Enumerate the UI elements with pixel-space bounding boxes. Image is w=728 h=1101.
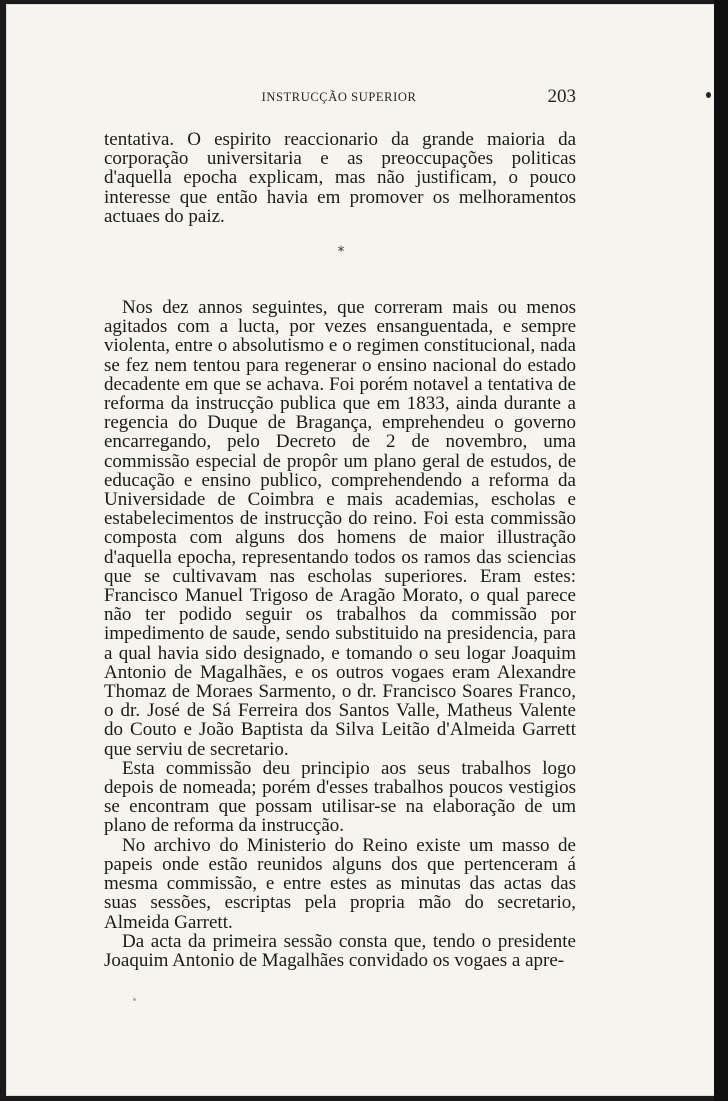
text-block-main (104, 298, 576, 970)
book-page (6, 4, 720, 1096)
text-block-top (104, 130, 576, 226)
paragraph: No archivo do Ministerio do Reino existe um masso de papeis onde estão reunidos alguns dos que pertenceram á mesma commissão, e entre estes as minutas das actas das suas sessões, escriptas pela propria mão do secretario, Almeida Garrett. (104, 834, 576, 933)
paragraph: Esta commissão deu principio aos seus trabalhos logo depois de nomeada; porém d'esses trabalhos poucos vestigios se encontram que possam utilisar-se na elaboração de um plano de reforma da instrucção. (104, 757, 576, 837)
scan-edge (714, 0, 728, 1101)
running-title: INSTRUCÇÃO SUPERIOR (261, 90, 417, 104)
page-number: 203 (547, 86, 576, 107)
paragraph: tentativa. O espirito reaccionario da grande maioria da corporação universitaria e as preoccupações politicas d'aquella epocha explicam, mas não justificam, o pouco interesse que então havia em promover os melhoramentos actuaes do paiz. (104, 129, 576, 227)
paragraph: Nos dez annos seguintes, que correram mais ou menos agitados com a lucta, por vezes ensanguentada, e sempre violenta, entre o absolutismo e o regimen constitucional, nada se fez nem tentou para regenerar o ensino nacional do estado decadente em que se achava. Foi porém notavel a tentativa de reforma da instrucção publica que em 1833, ainda durante a regencia do Duque de Bragança, emprehendeu o governo encarregando, pelo Decreto de 2 de novembro, uma commissão especial de propôr um plano geral de estudos, de educação e ensino publico, comprehendendo a reforma da Universidade de Coimbra e mais academias, escholas e estabelecimentos de instrucção do reino. Foi esta commissão composta com alguns dos homens de maior illustração d'aquella epocha, representando todos os ramos das sciencias que se cultivavam nas escholas superiores. Eram estes: Francisco Manuel Trigoso de Aragão Morato, o qual parece não ter podido seguir os trabalhos da commissão por impedimento de saude, sendo substituido na presidencia, para a qual havia sido designado, e tomando o seu logar Joaquim Antonio de Magalhães, e os outros vogaes eram Alexandre Thomaz de Moraes Sarmento, o dr. Francisco Soares Franco, o dr. José de Sá Ferreira dos Santos Valle, Matheus Valente do Couto e João Baptista da Silva Leitão d'Almeida Garrett que serviu de secretario. (104, 297, 576, 760)
ink-speck (133, 998, 136, 1001)
page-header (102, 86, 576, 110)
ink-speck (706, 92, 711, 98)
section-separator: * (337, 244, 345, 260)
paragraph: Da acta da primeira sessão consta que, tendo o presidente Joaquim Antonio de Magalhães convidado os vogaes a apre- (104, 930, 576, 971)
